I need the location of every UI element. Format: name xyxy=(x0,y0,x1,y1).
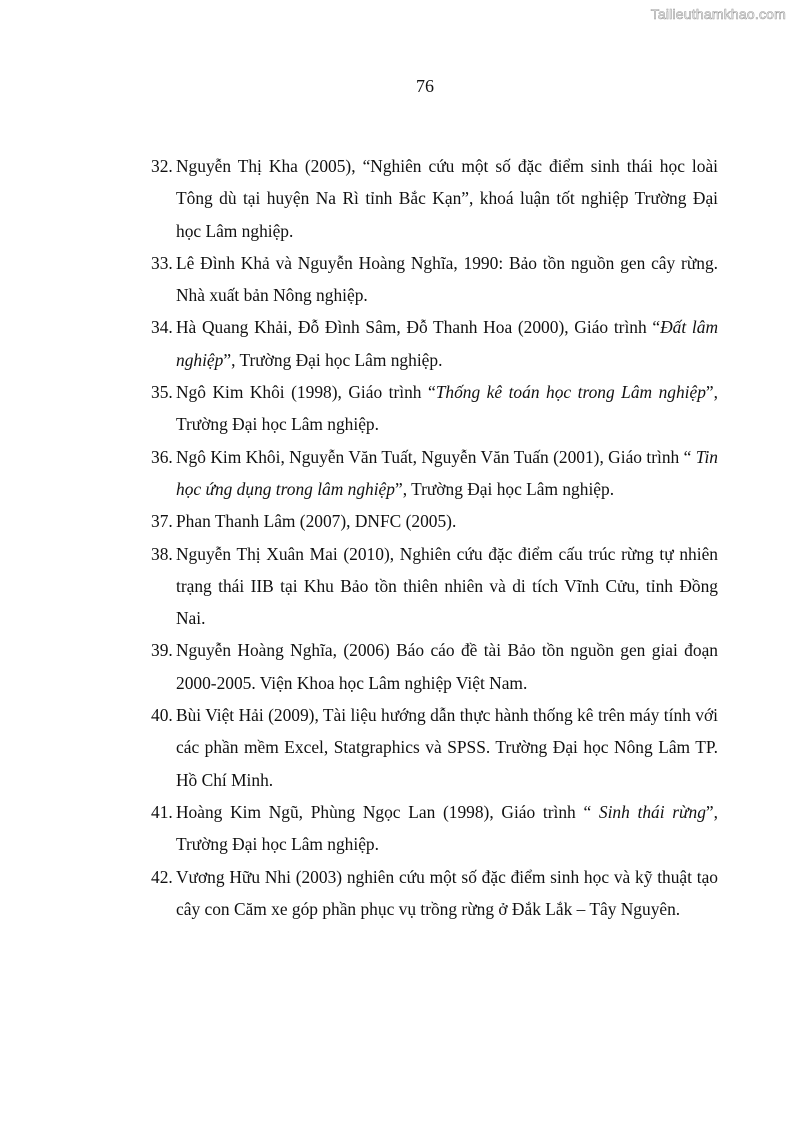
reference-text: Hà Quang Khải, Đỗ Đình Sâm, Đỗ Thanh Hoa (2000), Giáo trình “ xyxy=(176,317,661,338)
reference-text: Nguyễn Hoàng Nghĩa, (2006) Báo cáo đề tài Bảo tồn nguồn gen giai đoạn 2000-2005. Viện Khoa học Lâm nghiệp Việt Nam. xyxy=(176,640,718,693)
reference-item xyxy=(151,634,718,699)
reference-item xyxy=(151,311,718,376)
reference-title-italic: Đất lâm nghiệp xyxy=(176,317,718,370)
reference-text: ”, Trường Đại học Lâm nghiệp. xyxy=(223,349,443,370)
reference-number: 41. xyxy=(151,801,173,822)
reference-text: Nguyễn Thị Kha (2005), “Nghiên cứu một số đặc điểm sinh thái học loài Tông dù tại huyện Na Rì tỉnh Bắc Kạn”, khoá luận tốt nghiệp Trường Đại học Lâm nghiệp. xyxy=(176,156,718,241)
reference-list xyxy=(151,150,718,925)
reference-text: Ngô Kim Khôi, Nguyễn Văn Tuất, Nguyễn Văn Tuấn (2001), Giáo trình “ xyxy=(176,446,696,467)
reference-text: ”, Trường Đại học Lâm nghiệp. xyxy=(176,382,718,435)
reference-text: Lê Đình Khả và Nguyễn Hoàng Nghĩa, 1990: Bảo tồn nguồn gen cây rừng. Nhà xuất bản Nông nghiệp. xyxy=(176,252,718,306)
reference-item xyxy=(151,441,718,506)
reference-text: ”, Trường Đại học Lâm nghiệp. xyxy=(176,801,718,855)
reference-text: Phan Thanh Lâm (2007), DNFC (2005). xyxy=(176,511,457,532)
reference-item xyxy=(151,376,718,441)
reference-item xyxy=(151,538,718,635)
reference-number: 38. xyxy=(151,543,173,564)
reference-text: Hoàng Kim Ngũ, Phùng Ngọc Lan (1998), Giáo trình “ xyxy=(176,801,599,822)
reference-text: Vương Hữu Nhi (2003) nghiên cứu một số đặc điểm sinh học và kỹ thuật tạo cây con Căm xe góp phần phục vụ trồng rừng ở Đắk Lắk – Tây Nguyên. xyxy=(176,866,718,919)
reference-number: 37. xyxy=(151,511,173,532)
reference-number: 36. xyxy=(151,446,173,467)
reference-number: 32. xyxy=(151,156,173,176)
reference-text: Nguyễn Thị Xuân Mai (2010), Nghiên cứu đặc điểm cấu trúc rừng tự nhiên trạng thái IIB tại Khu Bảo tồn thiên nhiên và di tích Vĩnh Cửu, tỉnh Đồng Nai. xyxy=(176,543,718,629)
reference-title-italic: Sinh thái rừng xyxy=(598,801,706,822)
reference-item xyxy=(151,247,718,312)
watermark: Tailieuthamkhao.com xyxy=(650,6,786,22)
reference-item xyxy=(151,796,718,861)
reference-item xyxy=(151,150,718,247)
reference-number: 34. xyxy=(151,317,173,338)
reference-title-italic: Thống kê toán học trong Lâm nghiệp xyxy=(435,382,706,403)
reference-title-italic: Tin học ứng dụng trong lâm nghiệp xyxy=(176,446,718,499)
reference-number: 33. xyxy=(151,252,173,273)
reference-text: Bùi Việt Hải (2009), Tài liệu hướng dẫn thực hành thống kê trên máy tính với các phần mềm Excel, Statgraphics và SPSS. Trường Đại học Nông Lâm TP. Hồ Chí Minh. xyxy=(176,705,718,790)
reference-item xyxy=(151,699,718,796)
reference-number: 39. xyxy=(151,640,173,661)
reference-item xyxy=(151,505,718,537)
reference-item xyxy=(151,861,718,926)
page-number: 76 xyxy=(416,76,434,96)
reference-text: ”, Trường Đại học Lâm nghiệp. xyxy=(394,478,615,499)
reference-number: 35. xyxy=(151,382,173,403)
reference-number: 40. xyxy=(151,705,173,726)
reference-text: Ngô Kim Khôi (1998), Giáo trình “ xyxy=(176,382,436,403)
reference-number: 42. xyxy=(151,866,173,887)
